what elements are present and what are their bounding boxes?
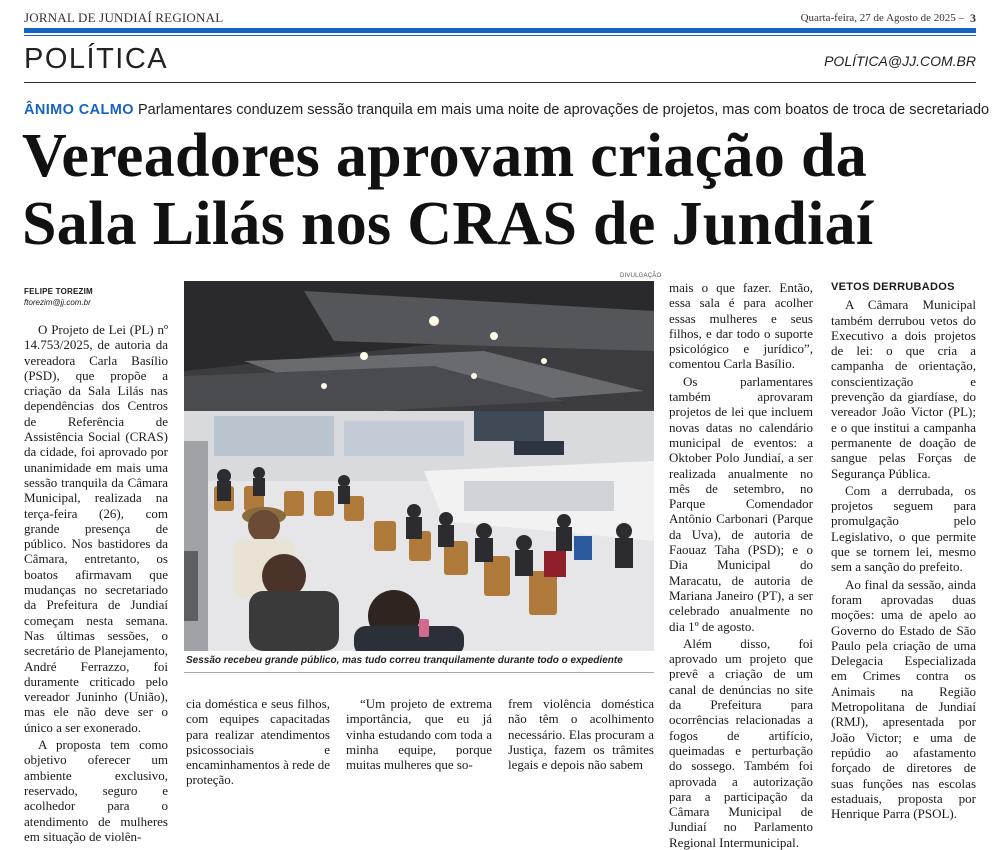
section-rule <box>24 82 976 83</box>
author-email: ftorezim@jj.com.br <box>24 298 91 307</box>
article-paragraph: Com a derrubada, os projetos seguem para promulgação pelo Legislativo, o que permite que se tornem lei, mesmo sem a sanção do prefeito. <box>831 482 976 575</box>
article-column-5 <box>669 280 813 850</box>
masthead-color-bar <box>24 28 976 33</box>
issue-date-text: Quarta-feira, 27 de Agosto de 2025 <box>800 12 956 24</box>
headline-line-1: Vereadores aprovam criação da <box>22 122 868 190</box>
article-column-2 <box>186 696 330 788</box>
section-email: POLÍTICA@JJ.COM.BR <box>824 53 976 69</box>
photo-caption: Sessão recebeu grande público, mas tudo correu tranquilamente durante todo o expediente <box>186 655 623 666</box>
chamber-photo <box>184 281 654 651</box>
article-column-6 <box>831 280 976 821</box>
article-column-1 <box>24 322 168 844</box>
page-separator: – <box>958 12 964 24</box>
subheading-vetos: VETOS DERRUBADOS <box>831 281 955 293</box>
chamber-illustration <box>184 281 654 651</box>
article-paragraph: “Um projeto de extrema importância, que eu já vinha estudando com toda a minha equipe, porque muitas mulheres que so- <box>346 696 492 773</box>
article-column-3 <box>346 696 492 772</box>
photo-credit: DIVULGAÇÃO <box>620 273 662 279</box>
section-title: POLÍTICA <box>24 43 169 75</box>
article-paragraph: mais o que fazer. Então, essa sala é para acolher essas mulheres e seus filhos, e dar todo o suporte psicológico e jurídico”, comentou Carla Basílio. <box>669 280 813 372</box>
headline-line-2: Sala Lilás nos CRAS de Jundiaí <box>22 190 874 258</box>
page-number: 3 <box>970 11 976 25</box>
article-paragraph: A Câmara Municipal também derrubou vetos do Executivo a dois projetos de lei: o que cria a campanha de orientação, conscientização e prevenção da giardíase, do vereador João Victor (PL); e o que institui a campanha permanente de doação de sangue pelas Forças de Segurança Pública. <box>831 297 976 481</box>
caption-rule <box>184 672 654 673</box>
article-paragraph: Além disso, foi aprovado um projeto que prevê a criação de um canal de denúncias no site da Prefeitura para ocorrências relacionadas a fogos de artifício, queimadas e perturbação do sossego. Também foi aprovada a autorização para a participação da Câmara Municipal de Jundiaí no Parlamento Regional Intermunicipal. <box>669 635 813 850</box>
article-paragraph: O Projeto de Lei (PL) nº 14.753/2025, de autoria da vereadora Carla Basílio (PSD), que propõe a criação da Sala Lilás nas dependências dos Centros de Referência de Assistência Social (CRAS) da cidade, foi aprovado por unanimidade em mais uma sessão tranquila da Câmara Municipal, realizada na terça-feira (26), com grande presença de público. Nos bastidores da Câmara, entretanto, os boatos afirmavam que mudanças no secretariado da Prefeitura de Jundiaí começam nesta semana. Nas últimas sessões, o secretário de Planejamento, André Ferrazzo, foi duramente criticado pelo vereador Juninho (União), mas ele não deve ser o único a ser exonerado. <box>24 322 168 735</box>
masthead <box>24 10 976 28</box>
masthead-thin-rule <box>24 35 976 36</box>
issue-date <box>801 12 964 24</box>
article-paragraph: Os parlamentares também aprovaram projetos de lei que incluem novas datas no calendário municipal de eventos: a Oktober Polo Jundiaí, a ser realizada anualmente no mês de setembro, no Parque Comendador Antônio Carbonari (Parque da Uva), de autoria de Faouaz Taha (PSD); e o Dia Municipal do Maracatu, de autoria de Mariana Janeiro (PT), a ser celebrado anualmente no dia 1º de agosto. <box>669 373 813 634</box>
article-paragraph: cia doméstica e seus filhos, com equipes capacitadas para realizar atendimentos psicossociais e encaminhamentos à rede de proteção. <box>186 696 331 788</box>
byline <box>24 287 93 307</box>
newspaper-name: JORNAL DE JUNDIAÍ REGIONAL <box>24 10 224 25</box>
kicker-text: Parlamentares conduzem sessão tranquila em mais uma noite de aprovações de projetos, mas com boatos de troca de secretariado <box>137 102 990 118</box>
article-paragraph: frem violência doméstica não têm o acolhimento necessário. Elas procuram a Justiça, fazem os trâmites legais e depois não sabem <box>508 696 654 773</box>
article-paragraph: Ao final da sessão, ainda foram aprovadas duas moções: uma de apelo ao Governo do Estado de São Paulo pela criação de uma Delegacia Especializada em Crimes contra os Animais na Região Metropolitana de Jundiaí (RMJ), apresentada por João Victor; e uma de repúdio ao afastamento forçado de diretores de suas funções nas escolas estaduais, proposta por Henrique Parra (PSOL). <box>831 576 976 822</box>
article-paragraph: A proposta tem como objetivo oferecer um ambiente exclusivo, reservado, seguro e acolhedor para o atendimento de mulheres em situação de violên- <box>24 737 168 844</box>
author-name: FELIPE TOREZIM <box>24 287 93 296</box>
kicker <box>24 102 989 118</box>
article-column-4 <box>508 696 654 772</box>
headline <box>22 122 977 258</box>
kicker-label: ÂNIMO CALMO <box>24 102 134 118</box>
